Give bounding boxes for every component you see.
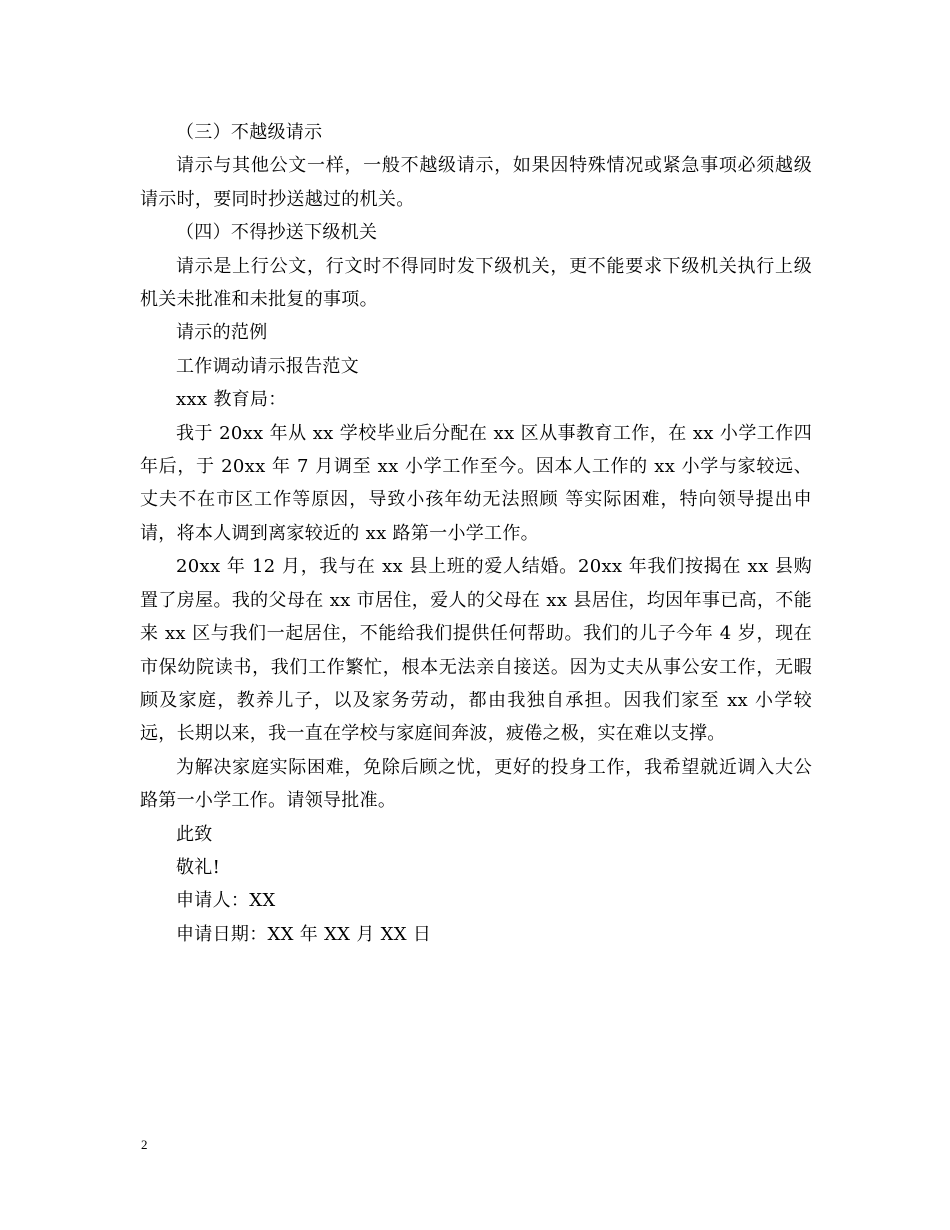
letter-closing: 此致 (176, 823, 213, 845)
body-paragraph: 请示与其他公文一样，一般不越级请示，如果因特殊情况或紧急事项必须越级请示时，要同时抄送越过的机关。 (140, 155, 812, 210)
letter-paragraph: 为解决家庭实际困难，免除后顾之忧，更好的投身工作，我希望就近调入大公路第一小学工作。请领导批准。 (140, 756, 812, 812)
applicant-line: 申请人：XX (176, 890, 276, 912)
section-heading-4: （四）不得抄送下级机关 (176, 222, 378, 244)
letter-title: 工作调动请示报告范文 (176, 355, 359, 377)
document-body (140, 116, 812, 951)
body-paragraph: 请示是上行公文，行文时不得同时发下级机关，更不能要求下级机关执行上级机关未批准和未批复的事项。 (140, 255, 812, 311)
letter-salutation: xxx 教育局： (176, 389, 287, 411)
letter-paragraph: 20xx 年 12 月，我与在 xx 县上班的爱人结婚。20xx 年我们按揭在 xx 县购置了房屋。我的父母在 xx 市居住，爱人的父母在 xx 县居住，均因年事已高，不能来 xx 区与我们一起居住，不能给我们提供任何帮助。我们的儿子今年 4 岁，现在市保幼院读书，我们工作繁忙，根本无法亲自接送。因为丈夫从事公安工作，无暇顾及家庭，教养儿子，以及家务劳动，都由我独自承担。因我们家至 xx 小学较远，长期以来，我一直在学校与家庭间奔波，疲倦之极，实在难以支撑。 (140, 556, 812, 745)
letter-paragraph: 我于 20xx 年从 xx 学校毕业后分配在 xx 区从事教育工作，在 xx 小学工作四年后，于 20xx 年 7 月调至 xx 小学工作至今。因本人工作的 xx 小学与家较远、丈夫不在市区工作等原因，导致小孩年幼无法照顾 等实际困难，特向领导提出申请，将本人调到离家较近的 xx 路第一小学工作。 (140, 422, 812, 544)
letter-regards: 敬礼! (176, 856, 221, 878)
example-heading: 请示的范例 (176, 322, 268, 344)
section-heading-3: （三）不越级请示 (176, 122, 323, 143)
application-date-line: 申请日期：XX 年 XX 月 XX 日 (176, 923, 432, 945)
page-number: 2 (141, 1137, 148, 1152)
